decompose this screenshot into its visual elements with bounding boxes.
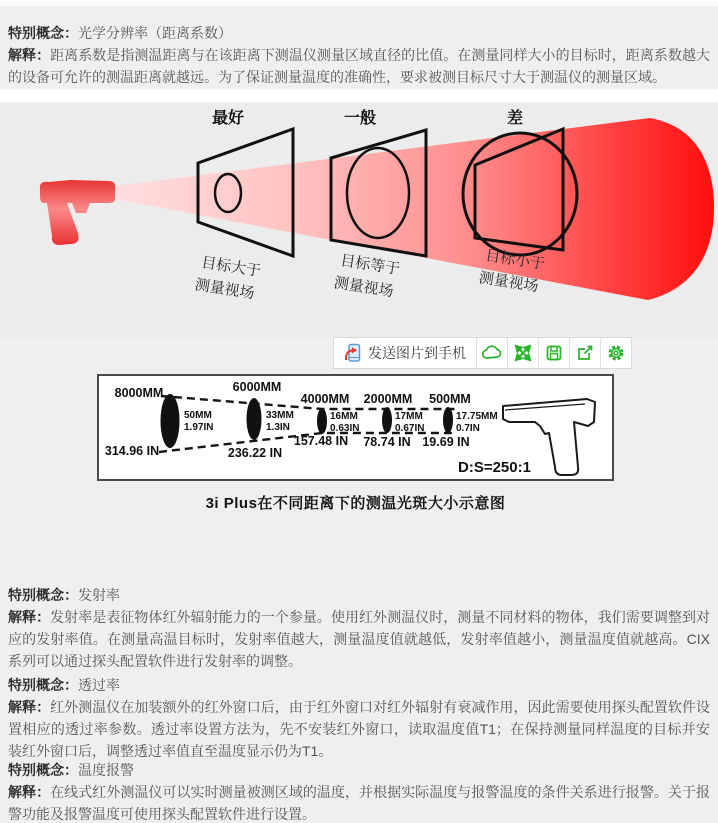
spotsize-6000-in: 1.3IN: [266, 422, 290, 433]
expand-button[interactable]: [507, 338, 538, 368]
caption-1-line2: 测量视场: [193, 276, 256, 303]
section-transmittance: [8, 674, 710, 762]
explain-text: 发射率是表征物体红外辐射能力的一个参量。使用红外测温仪时，测量不同材料的物体，我们需要调整到对应的发射率值。在测量高温目标时，发射率值越大，测量温度值就越低，发射率值越小，测量温度值就越高。CIX系列可以通过探头配置软件进行发射率的调整。: [8, 609, 710, 669]
spot-4000mm: [317, 408, 327, 434]
share-button[interactable]: [569, 338, 600, 368]
spotsize-8000-mm: 50MM: [184, 410, 212, 421]
spotsize-500-in: 0.7IN: [456, 423, 480, 434]
section-temperature-alarm: [8, 759, 710, 823]
explain-text: 在线式红外测温仪可以实时测量被测区域的温度，并根据实际温度与报警温度的条件关系进行报警。关于报警功能及报警温度可使用探头配置软件进行设置。: [8, 784, 710, 822]
send-to-phone-label: 发送图片到手机: [368, 345, 466, 361]
explain-text: 红外测温仪在加装额外的红外窗口后，由于红外窗口对红外辐射有衰减作用，因此需要使用探头配置软件设置相应的透过率参数。透过率设置方法为，先不安装红外窗口，读取温度值T1；在保持测量同样温度的目标并安装红外窗口后，调整透过率值直至温度显示仍为T1。: [8, 699, 710, 759]
spot-2000mm: [382, 407, 392, 433]
section-body: [8, 606, 710, 672]
spot-6000mm: [247, 398, 262, 440]
spotsize-4000-mm: 16MM: [330, 411, 358, 422]
section-body: [8, 44, 710, 88]
label-8000mm: 8000MM: [114, 386, 164, 400]
spotsize-4000-in: 0.63IN: [330, 423, 360, 434]
spotsize-6000-mm: 33MM: [266, 410, 294, 421]
label-500mm: 500MM: [429, 392, 471, 406]
label-157in: 157.48 IN: [293, 434, 349, 448]
share-icon: [575, 343, 595, 363]
ir-beam: [115, 118, 714, 303]
settings-button[interactable]: [600, 338, 631, 368]
label-6000mm: 6000MM: [232, 380, 282, 394]
gear-icon: [606, 343, 626, 363]
image-toolbar: [333, 337, 632, 369]
cloud-icon: [481, 343, 503, 363]
phone-icon: [344, 343, 362, 363]
section-body: [8, 781, 710, 823]
cloud-button[interactable]: [476, 338, 507, 368]
explain-label: 解释：: [8, 47, 51, 63]
beam-diagram-svg: [0, 102, 718, 338]
spot-500mm: [443, 407, 453, 433]
expand-icon: [513, 343, 533, 363]
explain-label: 解释：: [8, 784, 51, 800]
diagram-caption: 3i Plus在不同距离下的测温光斑大小示意图: [205, 495, 506, 512]
label-4000mm: 4000MM: [300, 392, 350, 406]
caption-2-line1: 目标等于: [339, 251, 402, 279]
scenario-title-best: 最好: [211, 110, 245, 127]
explain-label: 解释：: [8, 699, 51, 715]
concept-label: 特别概念：: [8, 25, 78, 41]
concept-topic: 温度报警: [78, 762, 134, 778]
section-heading: [8, 674, 710, 696]
caption-2-line2: 测量视场: [332, 274, 395, 301]
separator: [0, 89, 718, 102]
spotsize-500-mm: 17.75MM: [456, 411, 498, 422]
concept-label: 特别概念：: [8, 677, 78, 693]
spot-size-diagram: [97, 374, 614, 481]
section-heading: [8, 759, 710, 781]
send-to-phone-button[interactable]: [334, 338, 476, 368]
beam-illustration: [0, 102, 718, 338]
spotsize-2000-in: 0.67IN: [395, 423, 425, 434]
caption-3-line2: 测量视场: [477, 269, 540, 296]
label-314in: 314.96 IN: [104, 444, 160, 458]
label-19in: 19.69 IN: [422, 435, 470, 449]
concept-topic: 光学分辨率（距离系数）: [78, 25, 232, 41]
section-heading: [8, 584, 710, 606]
thermometer-gun-silhouette: [40, 180, 115, 245]
save-icon: [544, 343, 564, 363]
spotsize-8000-in: 1.97IN: [184, 422, 214, 433]
concept-label: 特别概念：: [8, 762, 78, 778]
spot-8000mm: [161, 394, 180, 448]
concept-label: 特别概念：: [8, 587, 78, 603]
concept-topic: 发射率: [78, 587, 120, 603]
explain-text: 距离系数是指测温距离与在该距离下测温仪测量区域直径的比值。在测量同样大小的目标时，距离系数越大的设备可允许的测温距离就越远。为了保证测量温度的准确性，要求被测目标尺寸大于测温仪的测量区域。: [8, 47, 710, 85]
caption-1-line1: 目标大于: [200, 253, 263, 281]
save-button[interactable]: [538, 338, 569, 368]
spotsize-2000-mm: 17MM: [395, 411, 423, 422]
caption-frame-1: [194, 254, 262, 303]
scenario-title-general: 一般: [343, 110, 377, 127]
caption-3-line1: 目标小于: [484, 246, 547, 274]
label-78in: 78.74 IN: [363, 435, 411, 449]
top-white-band: [0, 0, 718, 6]
ds-ratio-label: D:S=250:1: [458, 459, 531, 476]
label-2000mm: 2000MM: [363, 392, 413, 406]
caption-frame-2: [333, 252, 401, 301]
scenario-title-poor: 差: [506, 110, 524, 127]
label-236in: 236.22 IN: [227, 446, 283, 460]
section-heading: [8, 22, 710, 44]
section-emissivity: [8, 584, 710, 672]
concept-topic: 透过率: [78, 677, 120, 693]
section-body: [8, 696, 710, 762]
explain-label: 解释：: [8, 609, 51, 625]
spot-size-svg: [99, 376, 612, 479]
section-optical-resolution: [8, 22, 710, 88]
